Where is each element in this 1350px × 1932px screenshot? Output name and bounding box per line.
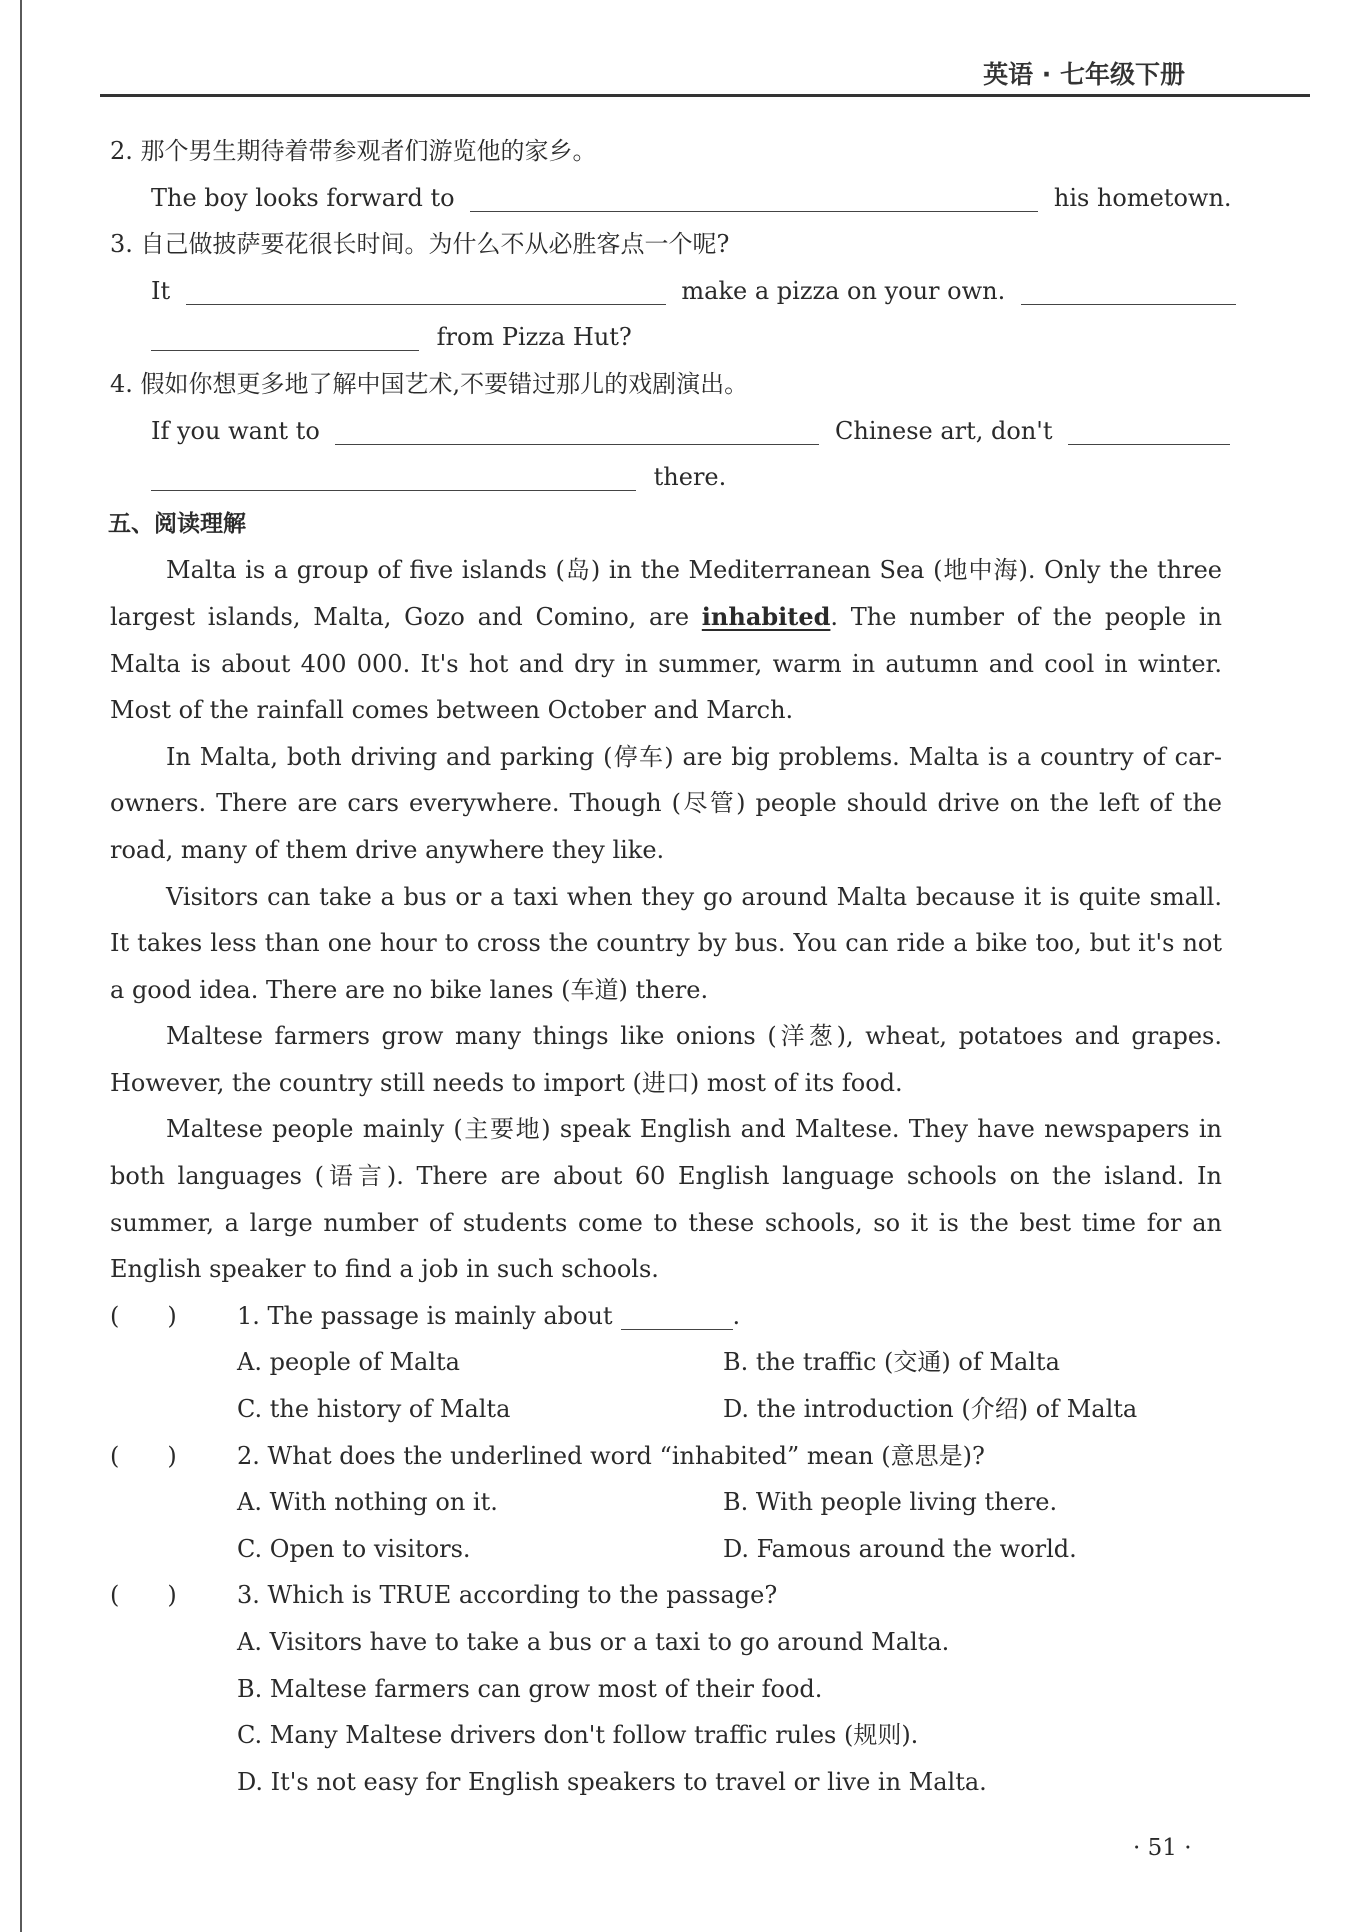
option-c[interactable]: C. Many Maltese drivers don't follow traffic rules (规则). — [237, 1721, 919, 1750]
reading-paragraph-3: Visitors can take a bus or a taxi when they go around Malta because it is quite small. It takes less than one hour to cross the country by bus. You can ride a bike too, but it's not a good idea. There are no bike lanes (车道) there. — [110, 882, 1222, 1004]
option-d[interactable]: D. the introduction (介绍) of Malta — [723, 1395, 1138, 1424]
answer-parentheses[interactable]: ( ) — [110, 1301, 177, 1330]
translation-answer-4-line1: If you want to Chinese art, don't — [110, 408, 1222, 455]
answer-blank[interactable] — [335, 416, 819, 445]
question-3-option-c — [110, 1712, 1222, 1759]
page-content — [108, 128, 1232, 1805]
option-b[interactable]: B. the traffic (交通) of Malta — [723, 1348, 1060, 1377]
question-3-option-a — [110, 1619, 1222, 1666]
option-c[interactable]: C. the history of Malta — [237, 1395, 511, 1424]
option-b[interactable]: B. With people living there. — [723, 1488, 1058, 1517]
option-b[interactable]: B. Maltese farmers can grow most of their food. — [237, 1674, 823, 1703]
question-2: ( ) 2. What does the underlined word “inhabited” mean (意思是)? — [110, 1433, 1222, 1480]
answer-blank[interactable] — [151, 322, 419, 351]
page-number: · 51 · — [1133, 1835, 1192, 1861]
question-3-option-d — [110, 1759, 1222, 1806]
section-title-reading: 五、阅读理解 — [108, 510, 246, 537]
question-3: ( ) 3. Which is TRUE according to the passage? — [110, 1572, 1222, 1619]
header-divider — [100, 94, 1310, 97]
underlined-keyword: inhabited — [701, 601, 831, 631]
question-1-options-row-1 — [110, 1339, 1222, 1386]
answer-parentheses[interactable]: ( ) — [110, 1441, 177, 1470]
option-d[interactable]: D. It's not easy for English speakers to travel or live in Malta. — [237, 1767, 987, 1796]
option-a[interactable]: A. With nothing on it. — [237, 1488, 498, 1517]
translation-answer-2: The boy looks forward to his hometown. — [151, 183, 1232, 212]
question-2-options-row-1 — [110, 1479, 1222, 1526]
answer-blank[interactable] — [1021, 276, 1236, 305]
translation-answer-3-line1: It make a pizza on your own. — [110, 268, 1222, 315]
reading-paragraph-1: Malta is a group of five islands (岛) in the Mediterranean Sea (地中海). Only the three largest islands, Malta, Gozo and Comino, are inhabited. The number of the people in Malta is about 400 000. It's hot and dry in summer, warm in autumn and cool in winter. Most of the rainfall comes between October and March. — [110, 556, 1222, 725]
reading-paragraph-5: Maltese people mainly (主要地) speak English and Maltese. They have newspapers in both languages (语言). There are about 60 English language schools on the island. In summer, a large number of students come to these schools, so it is the best time for an English speaker to find a job in such schools. — [110, 1115, 1222, 1284]
answer-blank[interactable] — [1068, 416, 1230, 445]
question-1: ( ) 1. The passage is mainly about . — [110, 1293, 1222, 1340]
translation-answer-4-line2: there. — [110, 454, 1222, 501]
option-a[interactable]: A. people of Malta — [237, 1348, 460, 1377]
translation-prompt-2: 2. 那个男生期待着带参观者们游览他的家乡。 — [110, 137, 597, 165]
answer-blank[interactable] — [151, 462, 636, 491]
question-2-options-row-2 — [110, 1526, 1222, 1573]
option-d[interactable]: D. Famous around the world. — [723, 1534, 1077, 1563]
question-1-options-row-2 — [110, 1386, 1222, 1433]
reading-paragraph-4: Maltese farmers grow many things like onions (洋葱), wheat, potatoes and grapes. However, the country still needs to import (进口) most of its food. — [110, 1022, 1222, 1097]
translation-answer-3-line2: from Pizza Hut? — [110, 314, 1222, 361]
option-c[interactable]: C. Open to visitors. — [237, 1534, 471, 1563]
option-a[interactable]: A. Visitors have to take a bus or a taxi to go around Malta. — [237, 1628, 950, 1656]
translation-prompt-3: 3. 自己做披萨要花很长时间。为什么不从必胜客点一个呢? — [110, 230, 730, 259]
binding-edge-line — [20, 0, 22, 1932]
question-3-option-b — [110, 1666, 1222, 1713]
reading-paragraph-2: In Malta, both driving and parking (停车) are big problems. Malta is a country of car-owners. There are cars everywhere. Though (尽管) people should drive on the left of the road, many of them drive anywhere they like. — [110, 742, 1222, 864]
answer-blank[interactable] — [621, 1301, 733, 1330]
answer-blank[interactable] — [186, 276, 666, 305]
answer-parentheses[interactable]: ( ) — [110, 1581, 177, 1610]
book-title: 英语 · 七年级下册 — [983, 60, 1185, 89]
translation-prompt-4: 4. 假如你想更多地了解中国艺术,不要错过那儿的戏剧演出。 — [110, 369, 749, 398]
answer-blank[interactable] — [470, 183, 1038, 212]
